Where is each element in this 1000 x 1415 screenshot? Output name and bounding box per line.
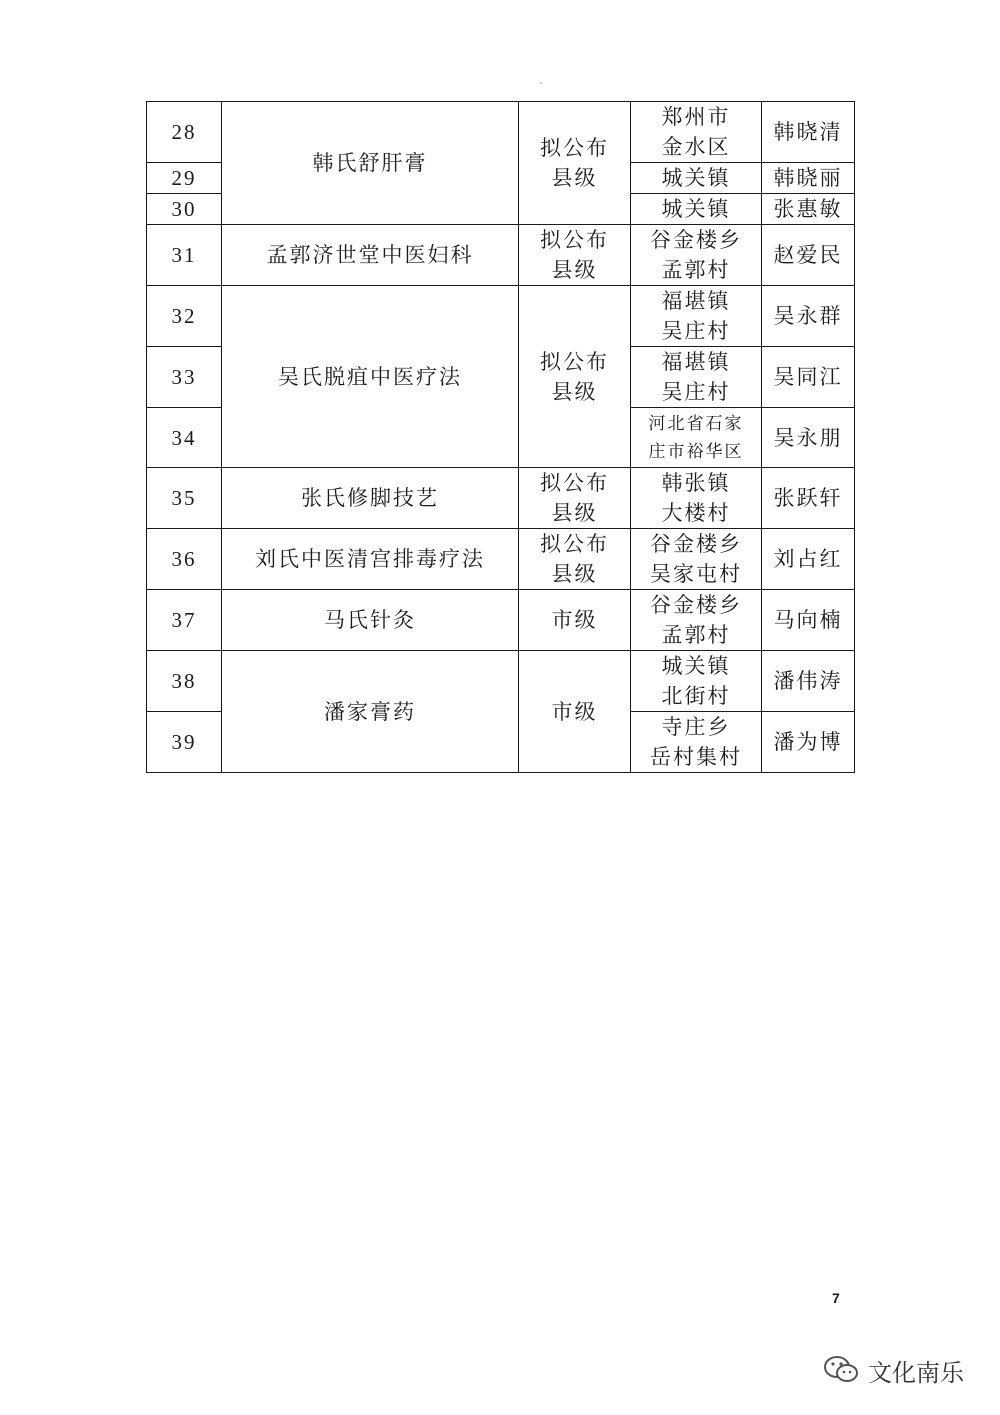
inheritor-name: 吴同江 (762, 347, 855, 408)
row-number: 29 (147, 163, 222, 194)
heritage-level: 拟公布 县级 (519, 225, 631, 286)
location: 城关镇 (631, 194, 762, 225)
row-number: 33 (147, 347, 222, 408)
heritage-list-table (146, 101, 855, 773)
row-number: 28 (147, 102, 222, 163)
watermark-text: 文化南乐 (868, 1358, 964, 1387)
inheritor-name: 刘占红 (762, 529, 855, 590)
heritage-level: 市级 (519, 590, 631, 651)
page-number: 7 (832, 1290, 840, 1306)
watermark (822, 1350, 964, 1390)
inheritor-name: 马向楠 (762, 590, 855, 651)
location: 谷金楼乡 孟郭村 (631, 225, 762, 286)
row-number: 34 (147, 408, 222, 468)
project-name: 张氏修脚技艺 (222, 468, 519, 529)
wechat-icon (822, 1354, 860, 1386)
inheritor-name: 张跃轩 (762, 468, 855, 529)
location: 福堪镇 吴庄村 (631, 347, 762, 408)
location: 韩张镇 大楼村 (631, 468, 762, 529)
inheritor-name: 韩晓丽 (762, 163, 855, 194)
inheritor-name: 吴永群 (762, 286, 855, 347)
project-name: 孟郭济世堂中医妇科 (222, 225, 519, 286)
location: 福堪镇 吴庄村 (631, 286, 762, 347)
row-number: 39 (147, 712, 222, 773)
location: 河北省石家 庄市裕华区 (631, 408, 762, 468)
row-number: 31 (147, 225, 222, 286)
heritage-level: 拟公布 县级 (519, 529, 631, 590)
project-name: 吴氏脱疽中医疗法 (222, 286, 519, 468)
location: 城关镇 (631, 163, 762, 194)
scan-speck (540, 82, 542, 84)
table-row (147, 225, 855, 286)
row-number: 32 (147, 286, 222, 347)
heritage-table-container (146, 101, 854, 773)
heritage-level: 拟公布 县级 (519, 468, 631, 529)
project-name: 韩氏舒肝膏 (222, 102, 519, 225)
inheritor-name: 潘为博 (762, 712, 855, 773)
table-row (147, 286, 855, 347)
inheritor-name: 韩晓清 (762, 102, 855, 163)
inheritor-name: 赵爱民 (762, 225, 855, 286)
location: 寺庄乡 岳村集村 (631, 712, 762, 773)
location: 谷金楼乡 吴家屯村 (631, 529, 762, 590)
table-row (147, 529, 855, 590)
project-name: 潘家膏药 (222, 651, 519, 773)
row-number: 38 (147, 651, 222, 712)
inheritor-name: 张惠敏 (762, 194, 855, 225)
project-name: 马氏针灸 (222, 590, 519, 651)
heritage-level: 拟公布 县级 (519, 286, 631, 468)
row-number: 37 (147, 590, 222, 651)
table-row (147, 468, 855, 529)
inheritor-name: 潘伟涛 (762, 651, 855, 712)
table-row (147, 651, 855, 712)
row-number: 36 (147, 529, 222, 590)
project-name: 刘氏中医清宫排毒疗法 (222, 529, 519, 590)
table-row (147, 590, 855, 651)
location: 谷金楼乡 孟郭村 (631, 590, 762, 651)
heritage-level: 市级 (519, 651, 631, 773)
table-row (147, 102, 855, 163)
location: 郑州市 金水区 (631, 102, 762, 163)
inheritor-name: 吴永朋 (762, 408, 855, 468)
row-number: 35 (147, 468, 222, 529)
heritage-level: 拟公布 县级 (519, 102, 631, 225)
location: 城关镇 北街村 (631, 651, 762, 712)
row-number: 30 (147, 194, 222, 225)
